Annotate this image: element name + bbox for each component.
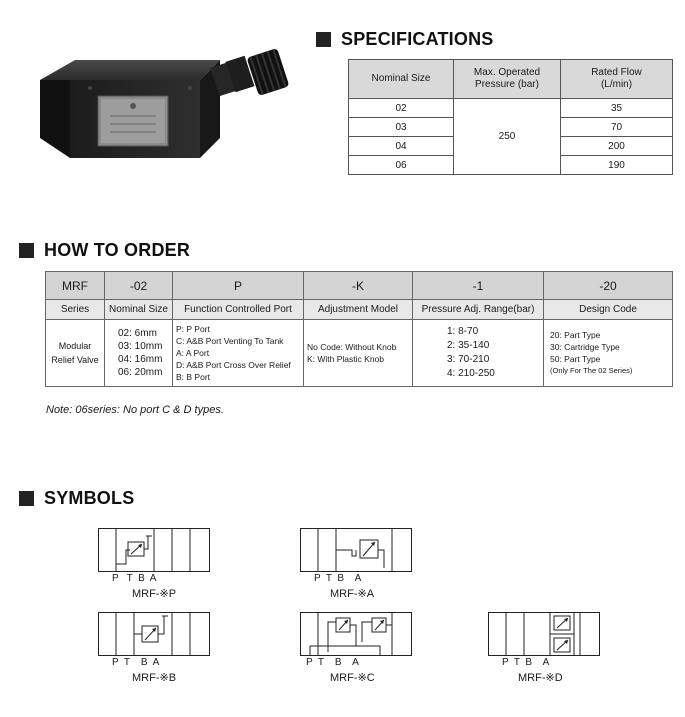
order-design-cell: [544, 320, 673, 387]
size-option: 02: 6mm: [118, 328, 157, 339]
size-option: 06: 20mm: [118, 367, 163, 378]
function-option: P: P Port: [176, 324, 210, 334]
spec-size-cell: 06: [349, 156, 454, 175]
size-option: 03: 10mm: [118, 341, 163, 352]
how-to-order-title: HOW TO ORDER: [44, 240, 191, 260]
symbols-title: SYMBOLS: [44, 488, 135, 508]
function-option: A: A Port: [176, 348, 210, 358]
series-line: Modular: [58, 341, 92, 351]
product-photo: [30, 38, 300, 168]
specifications-table: [348, 59, 673, 175]
specifications-title: SPECIFICATIONS: [341, 29, 494, 49]
symbol-p-ports: P T B A: [112, 573, 157, 584]
order-code-series: MRF: [46, 272, 105, 300]
symbol-b-name: MRF-※B: [132, 672, 177, 684]
symbol-a-ports: P T B A: [314, 573, 362, 584]
spec-flow-cell: 70: [561, 118, 673, 137]
function-option: D: A&B Port Cross Over Relief: [176, 360, 291, 370]
order-label-size: Nominal Size: [105, 300, 173, 320]
symbol-d-diagram: [488, 612, 600, 656]
function-option: C: A&B Port Venting To Tank: [176, 336, 284, 346]
symbol-mrf-b: [98, 612, 210, 684]
spec-flow-cell: 35: [561, 99, 673, 118]
symbol-c-diagram: [300, 612, 412, 656]
order-size-cell: [105, 320, 173, 387]
size-option: 04: 16mm: [118, 354, 163, 365]
order-code-function: P: [173, 272, 304, 300]
order-label-range: Pressure Adj. Range(bar): [413, 300, 544, 320]
symbol-mrf-c: [300, 612, 412, 684]
function-option: B: B Port: [176, 372, 211, 382]
order-label-series: Series: [46, 300, 105, 320]
symbol-p-diagram: [98, 528, 210, 572]
range-option: 1: 8-70: [447, 326, 479, 337]
symbol-c-ports: P T B A: [306, 657, 359, 668]
design-option: 20: Part Type: [550, 330, 601, 340]
symbol-b-diagram: [98, 612, 210, 656]
symbol-d-ports: P T B A: [502, 657, 550, 668]
spec-size-cell: 02: [349, 99, 454, 118]
order-adjustment-cell: [304, 320, 413, 387]
spec-size-cell: 03: [349, 118, 454, 137]
spec-header-pressure: Max. Operated Pressure (bar): [454, 60, 561, 99]
order-code-adjustment: -K: [304, 272, 413, 300]
order-function-cell: [173, 320, 304, 387]
symbol-a-name: MRF-※A: [330, 588, 375, 600]
symbol-mrf-a: [300, 528, 412, 600]
design-option: 30: Cartridge Type: [550, 342, 620, 352]
order-range-cell: [413, 320, 544, 387]
adjustment-option: No Code: Without Knob: [307, 342, 397, 352]
spec-header-size: Nominal Size: [349, 60, 454, 99]
symbol-b-ports: P T B A: [112, 657, 160, 668]
series-line: Relief Valve: [51, 355, 99, 365]
heading-square-icon: [19, 491, 34, 506]
design-option: 50: Part Type: [550, 354, 601, 364]
symbol-a-diagram: [300, 528, 412, 572]
symbol-mrf-d: [488, 612, 600, 684]
order-label-adjustment: Adjustment Model: [304, 300, 413, 320]
heading-square-icon: [19, 243, 34, 258]
range-option: 3: 70-210: [447, 354, 490, 365]
design-option: (Only For The 02 Series): [550, 366, 633, 375]
order-series-cell: [46, 320, 105, 387]
specifications-heading: [316, 29, 493, 50]
range-option: 2: 35-140: [447, 340, 490, 351]
note-text: Note: 06series: No port C & D types.: [46, 404, 224, 416]
order-code-design: -20: [544, 272, 673, 300]
order-label-function: Function Controlled Port: [173, 300, 304, 320]
spec-size-cell: 04: [349, 137, 454, 156]
spec-pressure-cell: 250: [454, 99, 561, 175]
spec-header-flow: Rated Flow (L/min): [561, 60, 673, 99]
order-code-range: -1: [413, 272, 544, 300]
how-to-order-heading: [19, 240, 190, 261]
symbol-p-name: MRF-※P: [132, 588, 177, 600]
symbols-heading: [19, 488, 134, 509]
symbol-mrf-p: [98, 528, 210, 600]
spec-flow-cell: 190: [561, 156, 673, 175]
symbol-c-name: MRF-※C: [330, 672, 375, 684]
order-code-size: -02: [105, 272, 173, 300]
adjustment-option: K: With Plastic Knob: [307, 354, 385, 364]
order-table: [45, 271, 673, 387]
order-label-design: Design Code: [544, 300, 673, 320]
range-option: 4: 210-250: [447, 368, 495, 379]
heading-square-icon: [316, 32, 331, 47]
symbol-d-name: MRF-※D: [518, 672, 563, 684]
spec-flow-cell: 200: [561, 137, 673, 156]
